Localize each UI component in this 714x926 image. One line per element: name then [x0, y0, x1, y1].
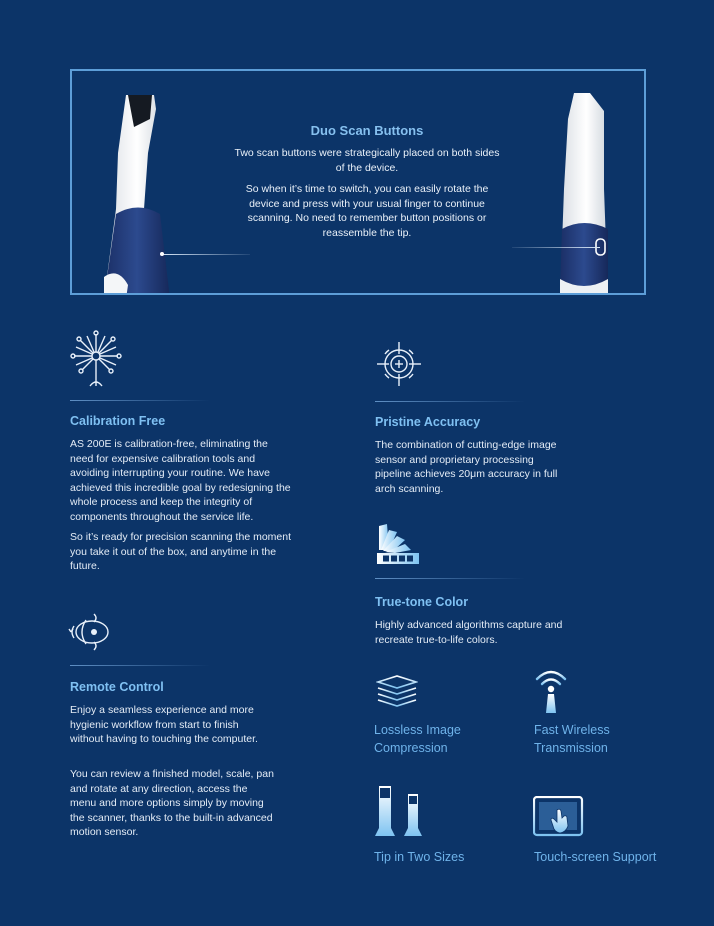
duo-scan-p2: So when it’s time to switch, you can easily rotate the device and press with your usual finger to continue scanning. No need to remember button positions or reassemble the tip.	[245, 183, 489, 239]
crosshair-icon	[375, 340, 423, 388]
divider	[70, 665, 210, 666]
calibration-p1: AS 200E is calibration-free, eliminating the need for expensive calibration tools and avoiding interrupting your routine. We have achieved this incredible goal by redesigning the whole process and keep the integrity of components throughout the service life.	[70, 438, 291, 523]
divider	[375, 401, 525, 402]
color-p1: Highly advanced algorithms capture and recreate true-to-life colors.	[375, 619, 563, 646]
touch-caption: Touch-screen Support	[534, 850, 657, 864]
calibration-title: Calibration Free	[70, 414, 166, 428]
leader-line-right	[512, 247, 600, 248]
duo-scan-p1: Two scan buttons were strategically placed on both sides of the device.	[234, 147, 500, 174]
remote-p1: Enjoy a seamless experience and more hygienic workflow from start to finish without having to touching the computer.	[70, 704, 258, 745]
leader-line-left	[162, 254, 250, 255]
tip-sizes-icon	[375, 784, 425, 838]
accuracy-p1: The combination of cutting-edge image sensor and proprietary processing pipeline achieves 20μm accuracy in full arch scanning.	[375, 439, 558, 495]
wireless-caption: Fast Wireless Transmission	[534, 723, 610, 755]
scanner-left-image	[98, 89, 178, 295]
color-title: True-tone Color	[375, 595, 469, 609]
leader-dot	[160, 252, 164, 256]
duo-scan-text	[232, 123, 502, 247]
tips-caption: Tip in Two Sizes	[374, 850, 465, 864]
remote-motion-icon	[68, 612, 114, 652]
calibration-p2: So it’s ready for precision scanning the moment you take it out of the box, and anytime in the future.	[70, 531, 292, 572]
color-swatch-icon	[375, 520, 421, 566]
divider	[375, 578, 525, 579]
wireless-icon	[534, 667, 568, 715]
remote-p2: You can review a finished model, scale, pan and rotate at any direction, access the menu and more options simply by moving the scanner, thanks to the built-in advanced motion sensor.	[70, 768, 274, 838]
remote-title: Remote Control	[70, 680, 164, 694]
calibration-icon	[70, 330, 122, 388]
duo-scan-panel	[70, 69, 646, 295]
touchscreen-icon	[533, 796, 585, 838]
scanner-right-image	[546, 89, 626, 295]
lossless-caption: Lossless Image Compression	[374, 723, 461, 755]
accuracy-title: Pristine Accuracy	[375, 415, 481, 429]
divider	[70, 400, 210, 401]
layers-icon	[376, 674, 418, 710]
duo-scan-title: Duo Scan Buttons	[310, 123, 424, 138]
